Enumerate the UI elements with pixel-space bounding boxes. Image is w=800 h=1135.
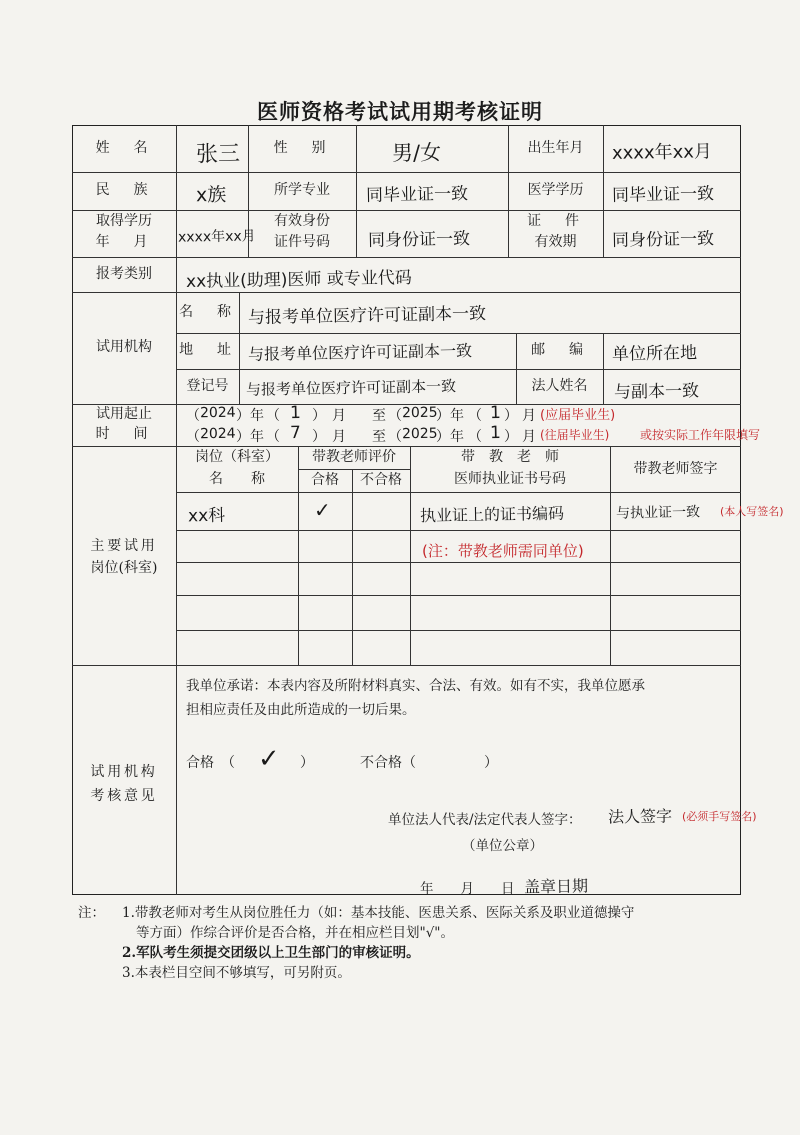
notes-prefix: 注：: [78, 905, 105, 921]
post-col-header-1: 岗位（科室）: [195, 449, 279, 466]
inst-address-label: 地 址: [179, 342, 236, 359]
period1-end-year: 2025: [401, 404, 438, 422]
legal-person-label: 法人姓名: [531, 377, 588, 394]
note-2: 2.军队考生须提交团级以上卫生部门的审核证明。: [122, 945, 420, 961]
period2-start-year: 2024: [199, 425, 236, 443]
note-3: 3.本表栏目空间不够填写，可另附页。: [122, 965, 351, 981]
gender-label: 性 别: [273, 139, 331, 156]
col-line: [603, 125, 604, 257]
postcode-value: 单位所在地: [611, 343, 698, 365]
category-label: 报考类别: [96, 265, 152, 282]
legal-person-value: 与副本一致: [613, 381, 700, 403]
row-line: [176, 333, 741, 334]
opinion-pass-check: ✓: [257, 743, 281, 775]
teacher-sign-value: 与执业证一致: [615, 504, 701, 522]
note-1a: 1.带教老师对考生从岗位胜任力（如：基本技能、医患关系、医际关系及职业道德操守: [122, 905, 635, 921]
postcode-label: 邮 编: [531, 342, 588, 359]
period-label-2: 时 间: [95, 426, 153, 443]
signer-label: 单位法人代表/法定代表人签字：: [388, 812, 582, 828]
row-line: [72, 210, 741, 211]
col-line: [352, 469, 353, 665]
fresh-grad-note: (应届毕业生): [540, 408, 616, 423]
gender-value: 男/女: [391, 140, 442, 166]
year-mark: 年: [450, 429, 464, 445]
fail-col-header: 不合格: [360, 471, 402, 488]
to-mark: 至: [372, 408, 386, 424]
birth-value: xxxx年xx月: [611, 141, 713, 164]
past-grad-note: (往届毕业生): [540, 428, 610, 442]
period2-end-month: 1: [489, 422, 502, 444]
reg-no-label: 登记号: [186, 377, 229, 394]
row-line: [176, 562, 741, 563]
main-post-label-1: 主要试用: [90, 538, 158, 555]
row-line: [176, 492, 741, 493]
period-label-1: 试用起止: [96, 406, 152, 423]
pledge-line-1: 我单位承诺：本表内容及所附材料真实、合法、有效。如有不实，我单位愿承: [186, 678, 645, 694]
own-sign-note: (本人写签名): [720, 505, 784, 518]
reg-no-value: 与报考单位医疗许可证副本一致: [245, 377, 457, 399]
year-mark: 年: [450, 408, 464, 424]
row-line: [176, 530, 741, 531]
form-title: 医师资格考试试用期考核证明: [257, 99, 543, 124]
teacher-cert-value: 执业证上的证书编码: [419, 503, 565, 526]
pass-check-mark: ✓: [313, 497, 331, 523]
pass-option-label: 合格 （: [186, 755, 235, 771]
period2-end-year: 2025: [401, 425, 438, 443]
col-line: [356, 125, 357, 257]
period1-start-year: 2024: [199, 404, 236, 422]
to-mark: 至: [372, 429, 386, 445]
education-label: 医学学历: [527, 182, 584, 199]
major-value: 同毕业证一致: [365, 184, 469, 206]
month-mark: 月: [332, 429, 346, 445]
legal-sign-value: 法人签字: [607, 806, 673, 827]
row-line: [176, 595, 741, 596]
note-1b: 等方面）作综合评价是否合格，并在相应栏目划"√"。: [136, 925, 455, 941]
row-line: [176, 369, 741, 370]
pass-option-close: ）: [300, 755, 314, 771]
main-post-label-2: 岗位(科室): [90, 560, 158, 577]
fail-option-close: ）: [484, 755, 498, 771]
row-line: [176, 630, 741, 631]
seal-label: （单位公章）: [462, 838, 543, 854]
period1-start-month: 1: [289, 402, 302, 424]
teacher-cert-header-1: 带 教 老 师: [461, 449, 559, 466]
year-mark: 年: [250, 408, 264, 424]
month-mark: 月: [522, 408, 536, 424]
eval-col-header: 带教老师评价: [312, 449, 396, 466]
col-line: [239, 292, 240, 404]
inst-name-value: 与报考单位医疗许可证副本一致: [247, 303, 487, 329]
col-line: [603, 333, 604, 404]
degree-date-value: xxxx年xx月: [177, 228, 256, 246]
footnotes: [78, 903, 768, 983]
must-sign-note: (必须手写签名): [682, 810, 757, 823]
year-mark: 年: [250, 429, 264, 445]
post-name-value: xx科: [187, 505, 226, 527]
date-label: 年 月 日: [420, 881, 515, 897]
col-line: [176, 125, 177, 895]
teacher-cert-header-2: 医师执业证书号码: [454, 471, 566, 488]
education-value: 同毕业证一致: [611, 184, 715, 206]
period1-end-month: 1: [489, 402, 502, 424]
major-label: 所学专业: [274, 182, 330, 199]
degree-date-label-1: 取得学历: [96, 213, 152, 230]
id-label-2: 证件号码: [274, 234, 330, 251]
opinion-label-1: 试用机构: [90, 764, 158, 781]
pledge-line-2: 担相应责任及由此所造成的一切后果。: [186, 702, 416, 718]
validity-label-1: 证 件: [527, 213, 584, 230]
ethnicity-label: 民 族: [95, 182, 153, 199]
period2-start-month: 7: [289, 422, 302, 444]
birth-label: 出生年月: [527, 139, 584, 156]
id-number-value: 同身份证一致: [367, 229, 471, 251]
pass-col-header: 合格: [311, 471, 339, 488]
actual-work-note: 或按实际工作年限填写: [640, 428, 761, 442]
validity-label-2: 有效期: [534, 234, 577, 251]
institution-label: 试用机构: [96, 339, 152, 356]
id-label-1: 有效身份: [274, 213, 330, 230]
name-value: 张三: [195, 141, 241, 168]
month-mark: 月: [522, 429, 536, 445]
ethnicity-value: x族: [195, 183, 227, 207]
opinion-label-2: 考核意见: [90, 788, 158, 805]
category-value: xx执业(助理)医师 或专业代码: [185, 268, 412, 292]
inst-name-label: 名 称: [179, 303, 236, 320]
name-label: 姓 名: [95, 139, 153, 156]
post-col-header-2: 名 称: [209, 471, 265, 488]
row-line: [72, 665, 741, 666]
month-mark: 月: [332, 408, 346, 424]
id-validity-value: 同身份证一致: [611, 229, 715, 251]
teacher-sign-header: 带教老师签字: [633, 460, 718, 477]
teacher-note: (注：带教老师需同单位): [422, 542, 584, 560]
inst-address-value: 与报考单位医疗许可证副本一致: [247, 341, 473, 364]
fail-option-label: 不合格（: [360, 755, 416, 771]
degree-date-label-2: 年 月: [95, 234, 153, 251]
seal-date-value: 盖章日期: [523, 876, 589, 897]
